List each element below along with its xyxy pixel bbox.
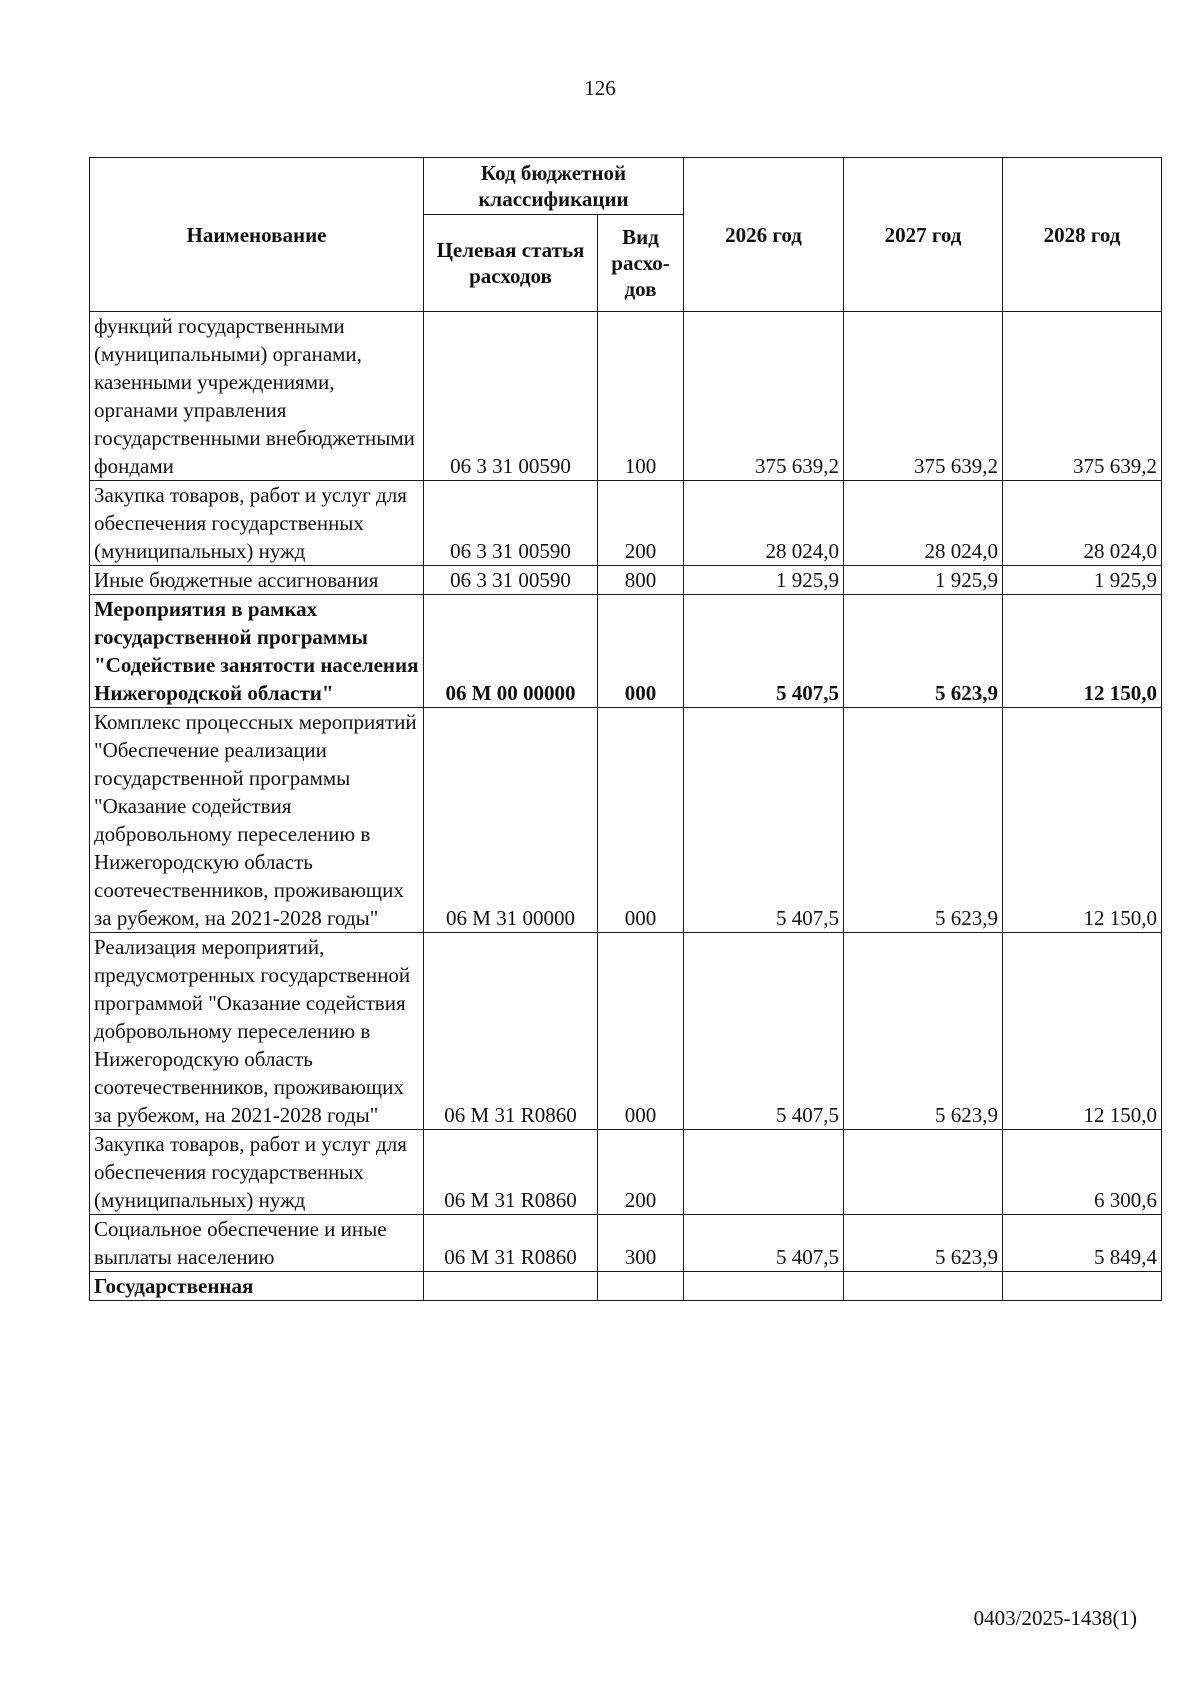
row-2027: 1 925,9 xyxy=(844,566,1003,595)
row-2028: 28 024,0 xyxy=(1003,481,1162,566)
header-kind: Вид расхо-дов xyxy=(598,215,684,312)
row-name: функций государственными (муниципальными) органами, казенными учреждениями, органами управления государственными внебюджетными фондами xyxy=(90,312,424,481)
budget-table xyxy=(89,157,1162,1301)
row-code: 06 М 31 00000 xyxy=(424,708,598,933)
header-code-group: Код бюджетной классификации xyxy=(424,158,684,215)
row-kind xyxy=(598,1272,684,1301)
header-year-2027: 2027 год xyxy=(844,158,1003,312)
row-2026: 5 407,5 xyxy=(684,708,844,933)
row-2028: 6 300,6 xyxy=(1003,1130,1162,1215)
table-row xyxy=(90,481,1162,566)
row-name: Мероприятия в рамках государственной программы "Содействие занятости населения Нижегородской области" xyxy=(90,595,424,708)
row-2026: 375 639,2 xyxy=(684,312,844,481)
row-2028: 1 925,9 xyxy=(1003,566,1162,595)
row-kind: 000 xyxy=(598,933,684,1130)
row-name: Комплекс процессных мероприятий "Обеспечение реализации государственной программы "Оказание содействия добровольному переселению в Нижегородскую область соотечественников, проживающих за рубежом, на 2021-2028 годы" xyxy=(90,708,424,933)
table-row xyxy=(90,1130,1162,1215)
row-2027: 5 623,9 xyxy=(844,708,1003,933)
row-2027 xyxy=(844,1130,1003,1215)
header-code: Целевая статья расходов xyxy=(424,215,598,312)
row-2026: 28 024,0 xyxy=(684,481,844,566)
row-name: Закупка товаров, работ и услуг для обеспечения государственных (муниципальных) нужд xyxy=(90,1130,424,1215)
row-code xyxy=(424,1272,598,1301)
table-row xyxy=(90,1215,1162,1272)
row-name: Реализация мероприятий, предусмотренных государственной программой "Оказание содействия добровольному переселению в Нижегородскую область соотечественников, проживающих за рубежом, на 2021-2028 годы" xyxy=(90,933,424,1130)
row-code: 06 М 31 R0860 xyxy=(424,1215,598,1272)
row-2028: 12 150,0 xyxy=(1003,595,1162,708)
row-2028 xyxy=(1003,1272,1162,1301)
row-code: 06 М 31 R0860 xyxy=(424,933,598,1130)
row-code: 06 3 31 00590 xyxy=(424,312,598,481)
row-2026: 5 407,5 xyxy=(684,933,844,1130)
header-year-2028: 2028 год xyxy=(1003,158,1162,312)
table-row xyxy=(90,933,1162,1130)
row-2026 xyxy=(684,1272,844,1301)
row-2027: 5 623,9 xyxy=(844,933,1003,1130)
row-code: 06 М 00 00000 xyxy=(424,595,598,708)
row-2026: 5 407,5 xyxy=(684,595,844,708)
row-code: 06 М 31 R0860 xyxy=(424,1130,598,1215)
row-2027: 5 623,9 xyxy=(844,595,1003,708)
row-2028: 12 150,0 xyxy=(1003,708,1162,933)
row-2027: 5 623,9 xyxy=(844,1215,1003,1272)
row-2026: 5 407,5 xyxy=(684,1215,844,1272)
table-header xyxy=(90,158,1162,312)
row-code: 06 3 31 00590 xyxy=(424,566,598,595)
row-kind: 300 xyxy=(598,1215,684,1272)
table-body xyxy=(90,312,1162,1301)
table-row xyxy=(90,566,1162,595)
header-name: Наименование xyxy=(90,158,424,312)
row-kind: 000 xyxy=(598,595,684,708)
row-2028: 12 150,0 xyxy=(1003,933,1162,1130)
row-kind: 100 xyxy=(598,312,684,481)
row-kind: 200 xyxy=(598,1130,684,1215)
page-number: 126 xyxy=(584,76,616,100)
table-row xyxy=(90,708,1162,933)
row-name: Социальное обеспечение и иные выплаты населению xyxy=(90,1215,424,1272)
document-id: 0403/2025-1438(1) xyxy=(973,1606,1137,1630)
table-row xyxy=(90,312,1162,481)
row-name: Государственная xyxy=(90,1272,424,1301)
row-2026 xyxy=(684,1130,844,1215)
row-2027: 375 639,2 xyxy=(844,312,1003,481)
row-kind: 800 xyxy=(598,566,684,595)
table-row xyxy=(90,1272,1162,1301)
row-kind: 200 xyxy=(598,481,684,566)
row-2028: 5 849,4 xyxy=(1003,1215,1162,1272)
row-code: 06 3 31 00590 xyxy=(424,481,598,566)
header-year-2026: 2026 год xyxy=(684,158,844,312)
row-2027: 28 024,0 xyxy=(844,481,1003,566)
row-2026: 1 925,9 xyxy=(684,566,844,595)
row-name: Иные бюджетные ассигнования xyxy=(90,566,424,595)
table-row xyxy=(90,595,1162,708)
row-2028: 375 639,2 xyxy=(1003,312,1162,481)
row-kind: 000 xyxy=(598,708,684,933)
row-2027 xyxy=(844,1272,1003,1301)
row-name: Закупка товаров, работ и услуг для обеспечения государственных (муниципальных) нужд xyxy=(90,481,424,566)
